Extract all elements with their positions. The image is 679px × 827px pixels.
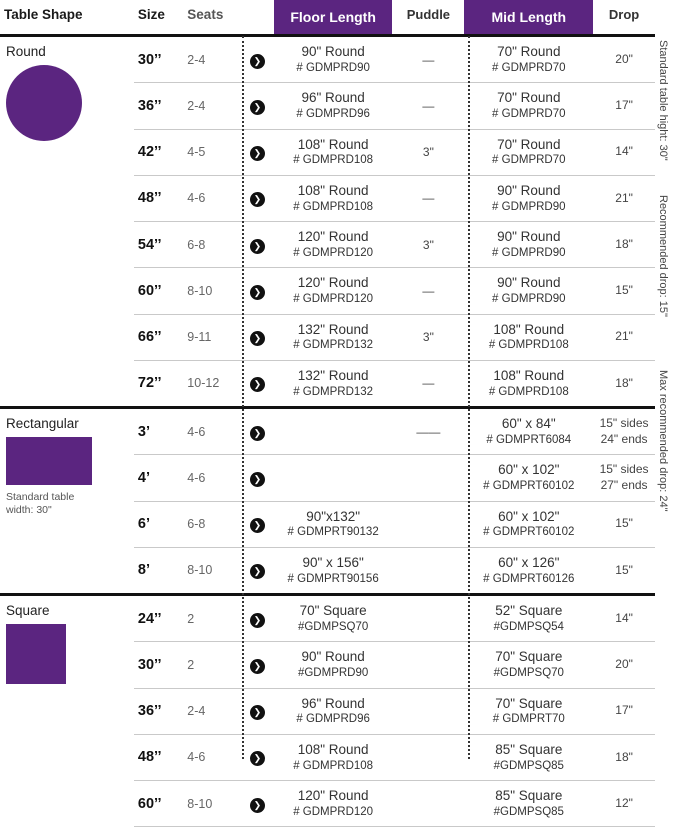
- floor-size: 120" Round: [297, 788, 369, 803]
- floor-sku: # GDMPRD108: [293, 759, 374, 772]
- floor-sku: # GDMPRD108: [293, 154, 374, 167]
- floor-sku: # GDMPRD120: [293, 805, 374, 818]
- mid-size: 108" Round: [493, 367, 565, 383]
- table-row: [0, 595, 655, 642]
- cell-arrow: [241, 36, 274, 83]
- cell-drop: 17": [593, 688, 655, 734]
- cell-arrow: [241, 455, 274, 501]
- chevron-right-icon: ❯: [250, 54, 265, 69]
- mid-size: 85" Square: [495, 788, 563, 803]
- cell-size: 4’: [134, 455, 183, 501]
- cell-size: 3’: [134, 408, 183, 455]
- floor-size: 120" Round: [297, 275, 369, 291]
- floor-size: 90" Round: [301, 44, 365, 59]
- cell-floor-length: [274, 314, 392, 360]
- cell-seats: 2-4: [183, 83, 241, 129]
- cell-seats: 4-5: [183, 129, 241, 175]
- floor-size: 90"x132": [306, 508, 361, 524]
- cell-seats: 9-11: [183, 314, 241, 360]
- mid-size: 70" Round: [497, 44, 561, 59]
- cell-drop: 21": [593, 314, 655, 360]
- cell-arrow: [241, 547, 274, 594]
- cell-arrow: [241, 734, 274, 780]
- mid-sku: # GDMPRD90: [492, 246, 566, 259]
- chevron-right-icon: ❯: [250, 331, 265, 346]
- cell-size: 48’’: [134, 175, 183, 221]
- cell-floor-length: [274, 222, 392, 268]
- side-note-table-height: Standard table hight: 30": [657, 40, 669, 161]
- cell-puddle: 3": [392, 222, 464, 268]
- mid-sku: #GDMPSQ70: [493, 667, 564, 680]
- table-row: [0, 408, 655, 455]
- cell-puddle: —: [392, 268, 464, 314]
- cell-drop: 18": [593, 222, 655, 268]
- mid-sku: #GDMPSQ85: [493, 759, 564, 772]
- cell-seats: 2: [183, 595, 241, 642]
- cell-seats: 8-10: [183, 268, 241, 314]
- cell-arrow: [241, 268, 274, 314]
- cell-puddle: —: [392, 175, 464, 221]
- shape-label: Square: [6, 603, 50, 618]
- mid-sku: # GDMPRD108: [488, 385, 569, 398]
- header-floor-length: Floor Length: [274, 0, 392, 36]
- cell-mid-length: [464, 734, 593, 780]
- mid-sku: # GDMPRD70: [492, 154, 566, 167]
- cell-puddle: 3": [392, 129, 464, 175]
- table-row: [0, 36, 655, 83]
- floor-size: 96" Round: [301, 90, 365, 106]
- cell-arrow: [241, 642, 274, 688]
- cell-seats: 6-8: [183, 222, 241, 268]
- floor-size: 90" x 156": [302, 554, 364, 570]
- cell-arrow: [241, 222, 274, 268]
- cell-floor-length: [274, 408, 392, 455]
- floor-size: 132" Round: [297, 367, 369, 383]
- floor-sku: # GDMPRT90132: [287, 526, 379, 539]
- cell-floor-length: [274, 455, 392, 501]
- shape-cell: [0, 595, 134, 827]
- mid-size: 70" Round: [497, 136, 561, 152]
- cell-seats: 4-6: [183, 175, 241, 221]
- chevron-right-icon: ❯: [250, 146, 265, 161]
- cell-floor-length: [274, 36, 392, 83]
- cell-drop: 15": [593, 268, 655, 314]
- cell-drop: 15": [593, 547, 655, 594]
- mid-size: 52" Square: [495, 603, 563, 618]
- floor-size: 90" Round: [301, 649, 365, 665]
- floor-sku: # GDMPRT90156: [287, 572, 379, 585]
- cell-mid-length: [464, 408, 593, 455]
- mid-size: 70" Square: [495, 695, 563, 711]
- cell-floor-length: [274, 734, 392, 780]
- cell-seats: 2-4: [183, 36, 241, 83]
- cell-drop: 17": [593, 83, 655, 129]
- cell-puddle: —: [392, 83, 464, 129]
- mid-size: 60" x 102": [498, 508, 560, 524]
- cell-arrow: [241, 360, 274, 407]
- cell-size: 60’’: [134, 268, 183, 314]
- mid-sku: # GDMPRT60126: [483, 572, 575, 585]
- cell-floor-length: [274, 547, 392, 594]
- mid-sku: # GDMPRD90: [492, 200, 566, 213]
- chevron-right-icon: ❯: [250, 518, 265, 533]
- cell-size: 36’’: [134, 83, 183, 129]
- cell-floor-length: [274, 781, 392, 827]
- header-drop: Drop: [593, 0, 655, 36]
- cell-drop: 15" sides 27" ends: [593, 455, 655, 501]
- cell-drop: 15": [593, 501, 655, 547]
- cell-mid-length: [464, 83, 593, 129]
- cell-size: 8’: [134, 547, 183, 594]
- cell-puddle: [392, 595, 464, 642]
- cell-puddle: —: [392, 360, 464, 407]
- cell-mid-length: [464, 175, 593, 221]
- side-note-recommended-drop: Recommended drop: 15": [657, 195, 669, 317]
- floor-size: 96" Round: [301, 695, 365, 711]
- cell-mid-length: [464, 314, 593, 360]
- cell-drop: 18": [593, 360, 655, 407]
- cell-mid-length: [464, 268, 593, 314]
- cell-mid-length: [464, 129, 593, 175]
- cell-drop: 14": [593, 129, 655, 175]
- divider-right: [468, 36, 470, 759]
- cell-size: 48’’: [134, 734, 183, 780]
- chevron-right-icon: ❯: [250, 472, 265, 487]
- cell-size: 54’’: [134, 222, 183, 268]
- mid-size: 70" Round: [497, 90, 561, 106]
- cell-size: 30’’: [134, 36, 183, 83]
- floor-sku: # GDMPRD132: [293, 339, 374, 352]
- cell-mid-length: [464, 501, 593, 547]
- chevron-right-icon: ❯: [250, 613, 265, 628]
- cell-drop: 20": [593, 36, 655, 83]
- cell-size: 6’: [134, 501, 183, 547]
- floor-size: 108" Round: [297, 136, 369, 152]
- cell-size: 24’’: [134, 595, 183, 642]
- mid-sku: # GDMPRT70: [492, 713, 565, 726]
- mid-sku: # GDMPRD108: [488, 339, 569, 352]
- chevron-right-icon: ❯: [250, 192, 265, 207]
- cell-arrow: [241, 314, 274, 360]
- cell-floor-length: [274, 595, 392, 642]
- table-header: [0, 0, 655, 36]
- mid-sku: # GDMPRD90: [492, 293, 566, 306]
- cell-puddle: [392, 642, 464, 688]
- cell-mid-length: [464, 642, 593, 688]
- cell-floor-length: [274, 688, 392, 734]
- shape-swatch-square: [6, 624, 66, 684]
- mid-size: 90" Round: [497, 275, 561, 291]
- chevron-right-icon: ❯: [250, 239, 265, 254]
- cell-mid-length: [464, 222, 593, 268]
- chevron-right-icon: ❯: [250, 798, 265, 813]
- header-seats: Seats: [183, 0, 241, 36]
- cell-drop: 18": [593, 734, 655, 780]
- cell-arrow: [241, 781, 274, 827]
- mid-size: 60" x 126": [498, 554, 560, 570]
- cell-floor-length: [274, 501, 392, 547]
- cell-arrow: [241, 501, 274, 547]
- cell-drop: 15" sides 24" ends: [593, 408, 655, 455]
- header-size: Size: [134, 0, 183, 36]
- cell-size: 60’’: [134, 781, 183, 827]
- cell-mid-length: [464, 36, 593, 83]
- mid-sku: # GDMPRD70: [492, 108, 566, 121]
- mid-size: 70" Square: [495, 649, 563, 665]
- header-spacer: [241, 0, 274, 36]
- floor-sku: # GDMPRD96: [296, 713, 370, 726]
- floor-sku: # GDMPRD96: [296, 108, 370, 121]
- cell-puddle: [392, 688, 464, 734]
- cell-puddle: —: [392, 36, 464, 83]
- shape-swatch-round: [6, 65, 82, 141]
- cell-arrow: [241, 129, 274, 175]
- mid-size: 60" x 84": [501, 416, 556, 431]
- cell-mid-length: [464, 781, 593, 827]
- floor-sku: # GDMPRD132: [293, 385, 374, 398]
- side-note-max-drop: Max recommended drop: 24": [657, 370, 669, 512]
- floor-size: 132" Round: [297, 321, 369, 337]
- cell-arrow: [241, 408, 274, 455]
- cell-drop: 21": [593, 175, 655, 221]
- mid-size: 108" Round: [493, 321, 565, 337]
- cell-size: 66’’: [134, 314, 183, 360]
- mid-sku: # GDMPRT6084: [486, 433, 572, 446]
- mid-size: 60" x 102": [498, 462, 560, 478]
- mid-sku: # GDMPRT60102: [483, 526, 575, 539]
- cell-puddle: [392, 734, 464, 780]
- floor-sku: #GDMPRD90: [297, 667, 369, 680]
- cell-puddle: ——: [392, 408, 464, 455]
- cell-seats: 8-10: [183, 781, 241, 827]
- chevron-right-icon: ❯: [250, 377, 265, 392]
- shape-cell: [0, 408, 134, 595]
- floor-sku: # GDMPRD90: [296, 61, 370, 74]
- cell-size: 30’’: [134, 642, 183, 688]
- floor-size: 70" Square: [299, 603, 367, 618]
- cell-floor-length: [274, 129, 392, 175]
- cell-arrow: [241, 595, 274, 642]
- cell-puddle: 3": [392, 314, 464, 360]
- shape-label: Rectangular: [6, 416, 79, 431]
- divider-left: [242, 36, 244, 759]
- floor-sku: #GDMPSQ70: [297, 620, 369, 633]
- cell-arrow: [241, 83, 274, 129]
- mid-size: 85" Square: [495, 741, 563, 757]
- mid-sku: # GDMPRD70: [492, 61, 566, 74]
- chevron-right-icon: ❯: [250, 100, 265, 115]
- cell-mid-length: [464, 688, 593, 734]
- header-puddle: Puddle: [392, 0, 464, 36]
- cell-size: 72’’: [134, 360, 183, 407]
- mid-sku: # GDMPRT60102: [483, 480, 575, 493]
- chevron-right-icon: ❯: [250, 426, 265, 441]
- cell-mid-length: [464, 455, 593, 501]
- cell-puddle: [392, 547, 464, 594]
- cell-drop: 20": [593, 642, 655, 688]
- cell-seats: 8-10: [183, 547, 241, 594]
- mid-size: 90" Round: [497, 229, 561, 244]
- chevron-right-icon: ❯: [250, 564, 265, 579]
- cell-size: 36’’: [134, 688, 183, 734]
- cell-puddle: [392, 781, 464, 827]
- floor-size: 108" Round: [297, 741, 369, 757]
- cell-seats: 4-6: [183, 408, 241, 455]
- cell-size: 42’’: [134, 129, 183, 175]
- chevron-right-icon: ❯: [250, 705, 265, 720]
- table-body: [0, 36, 655, 827]
- side-notes: [655, 40, 679, 740]
- chevron-right-icon: ❯: [250, 659, 265, 674]
- cell-floor-length: [274, 175, 392, 221]
- chevron-right-icon: ❯: [250, 285, 265, 300]
- cell-floor-length: [274, 360, 392, 407]
- cell-floor-length: [274, 268, 392, 314]
- cell-seats: 10-12: [183, 360, 241, 407]
- header-table-shape: Table Shape: [0, 0, 134, 36]
- cell-drop: 14": [593, 595, 655, 642]
- cell-seats: 2: [183, 642, 241, 688]
- cell-arrow: [241, 175, 274, 221]
- floor-sku: # GDMPRD108: [293, 200, 374, 213]
- cell-seats: 4-6: [183, 734, 241, 780]
- floor-sku: # GDMPRD120: [293, 246, 374, 259]
- floor-sku: # GDMPRD120: [293, 293, 374, 306]
- cell-floor-length: [274, 83, 392, 129]
- cell-puddle: [392, 501, 464, 547]
- cell-drop: 12": [593, 781, 655, 827]
- shape-note: Standard table width: 30": [6, 491, 75, 517]
- cell-floor-length: [274, 642, 392, 688]
- cell-seats: 6-8: [183, 501, 241, 547]
- cell-seats: 2-4: [183, 688, 241, 734]
- cell-arrow: [241, 688, 274, 734]
- cell-mid-length: [464, 360, 593, 407]
- header-mid-length: Mid Length: [464, 0, 593, 36]
- mid-sku: #GDMPSQ54: [493, 620, 564, 633]
- cell-mid-length: [464, 547, 593, 594]
- chevron-right-icon: ❯: [250, 751, 265, 766]
- cell-seats: 4-6: [183, 455, 241, 501]
- floor-size: 120" Round: [297, 229, 369, 244]
- mid-size: 90" Round: [497, 182, 561, 198]
- shape-label: Round: [6, 44, 46, 59]
- floor-size: 108" Round: [297, 182, 369, 198]
- cell-mid-length: [464, 595, 593, 642]
- mid-sku: #GDMPSQ85: [493, 805, 564, 818]
- shape-swatch-rectangular: [6, 437, 92, 485]
- cell-puddle: [392, 455, 464, 501]
- shape-cell: [0, 36, 134, 408]
